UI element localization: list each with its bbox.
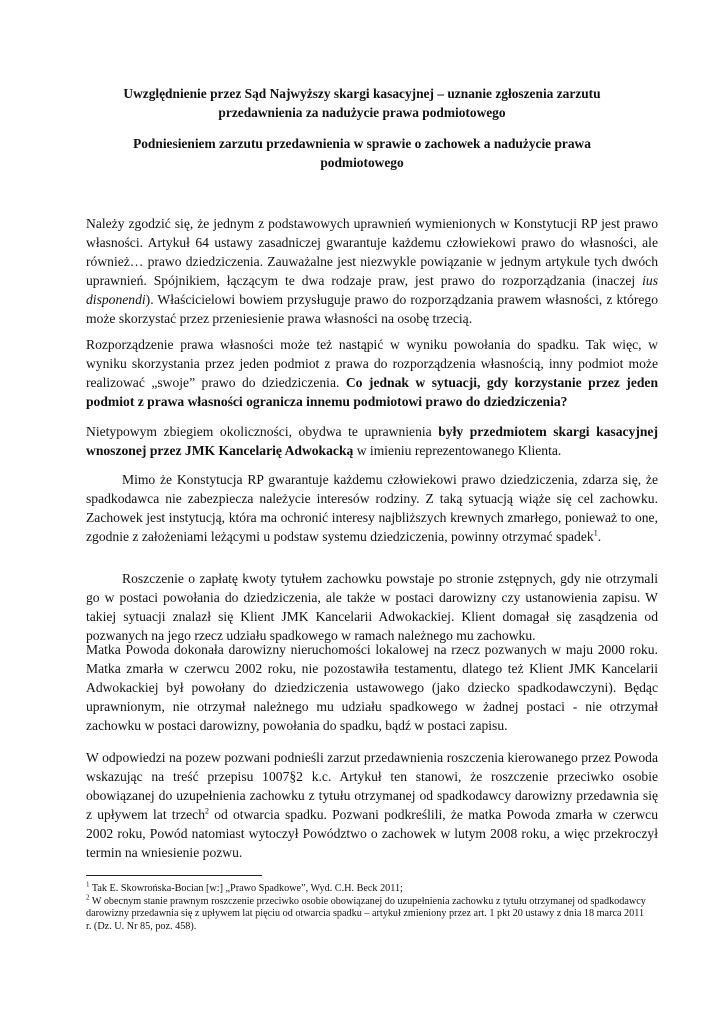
paragraph-7-text-a: W odpowiedzi na pozew pozwani podnieśli zarzut przedawnienia roszczenia kierowanego przez Powoda wskazując na treść przepisu 1007§2 k.c. Artykuł ten stanowi, że roszczenie przeciwko osobie obowiązanej do uzupełnienia zachowku z tytułu otrzymanej od spadkodawcy darowizny przedawnia się z upływem lat trzech bbox=[86, 750, 658, 822]
paragraph-1 bbox=[86, 214, 658, 328]
paragraph-2-bold: Co jednak w sytuacji, gdy korzystanie przez jeden podmiot z prawa własności ogranicza innemu podmiotowi prawo do dziedziczenia? bbox=[86, 375, 659, 409]
footnote-2 bbox=[86, 893, 646, 934]
paragraph-6: Matka Powoda dokonała darowizny nieruchomości lokalowej na rzecz pozwanych w maju 2000 roku. Matka zmarła w czerwcu 2002 roku, nie pozostawiła testamentu, dlatego też Klient JMK Kancelarii Adwokackiej był powołany do dziedziczenia ustawowego (jako dziecko spadkodawczyni). Będąc uprawnionym, nie otrzymał należnego mu udziału spadkowego w żadnej postaci - nie otrzymał zachowku w postaci darowizny, powołania do spadku, bądź w postaci zapisu. bbox=[86, 642, 658, 733]
subtitle: Podniesieniem zarzutu przedawnienia w sprawie o zachowek a nadużycie prawa podmiotowego bbox=[133, 136, 591, 170]
footnote-1-number: 1 bbox=[86, 880, 90, 889]
footnotes bbox=[86, 880, 646, 933]
footnote-ref-1[interactable]: 1 bbox=[593, 528, 598, 538]
paragraph-5-text: Roszczenie o zapłatę kwoty tytułem zachowku powstaje po stronie zstępnych, gdy nie otrzymali go w postaci powołania do dziedziczenia, ale także w postaci darowizny czy ustanowienia zapisu. W takiej sytuacji znalazł się Klient JMK Kancelarii Adwokackiej. Klient domagał się zasądzenia od pozwanych na jego rzecz udziału spadkowego w ramach należnego mu zachowku. bbox=[86, 571, 658, 643]
paragraph-4-end: . bbox=[597, 529, 602, 544]
footnote-2-number: 2 bbox=[86, 893, 90, 902]
paragraph-3-bold: były przedmiotem skargi kasacyjnej wnoszonej przez JMK Kancelarię Adwokacką bbox=[86, 424, 658, 458]
footnote-1-text: Tak E. Skowrońska-Bocian [w:] „Prawo Spadkowe”, Wyd. C.H. Beck 2011; bbox=[89, 883, 403, 894]
paragraph-3 bbox=[86, 422, 658, 460]
paragraph-4 bbox=[86, 470, 658, 546]
paragraph-1-text-a: Należy zgodzić się, że jednym z podstawowych uprawnień wymienionych w Konstytucji RP jest prawo własności. Artykuł 64 ustawy zasadniczej gwarantuje każdemu człowiekowi prawo do własności, ale również… prawo dziedziczenia. Zauważalne jest niezwykle powiązanie w jednym artykule tych dwóch uprawnień. Spójnikiem, łączącym te dwa rodzaje praw, jest prawo do rozporządzania (inaczej bbox=[86, 216, 658, 288]
paragraph-2-text: Rozporządzenie prawa własności może też nastąpić w wyniku powołania do spadku. Tak więc, w wyniku skorzystania przez jeden podmiot z prawa do rozporządzenia własnością, inny podmiot może realizować „swoje” prawo do dziedziczenia. bbox=[86, 337, 658, 390]
paragraph-1-text-b: ). Właścicielowi bowiem przysługuje prawo do rozporządzania prawem własności, z którego może skorzystać przez przeniesienie prawa własności na osobę trzecią. bbox=[86, 292, 658, 326]
paragraph-3-text-b: w imieniu reprezentowanego Klienta. bbox=[353, 443, 562, 458]
footnote-divider bbox=[86, 875, 262, 876]
paragraph-3-text-a: Nietypowym zbiegiem okoliczności, obydwa te uprawnienia bbox=[86, 424, 439, 439]
paragraph-1-italic: ius disponendi bbox=[86, 273, 658, 307]
main-title: Uwzględnienie przez Sąd Najwyższy skargi kasacyjnej – uznanie zgłoszenia zarzutu przedawnienia za nadużycie prawa podmiotowego bbox=[123, 86, 601, 120]
paragraph-7-text-b: od otwarcia spadku. Pozwani podkreślili, że matka Powoda zmarła w czerwcu 2002 roku, Powód natomiast wytoczył Powództwo o zachowek w lutym 2008 roku, a więc przekroczył termin na wniesienie pozwu. bbox=[86, 807, 658, 860]
footnote-2-text: W obecnym stanie prawnym roszczenie przeciwko osobie obowiązanej do uzupełnienia zachowku z tytułu otrzymanej od spadkodawcy darowizny przedawnia się z upływem lat pięciu od otwarcia spadku – artykuł zmieniony przez art. 1 pkt 20 ustawy z dnia 18 marca 2011 r. (Dz. U. Nr 85, poz. 458). bbox=[86, 895, 646, 932]
footnote-1 bbox=[86, 880, 646, 896]
paragraph-2 bbox=[86, 335, 658, 411]
footnote-ref-2[interactable]: 2 bbox=[205, 806, 210, 816]
paragraph-4-text: Mimo że Konstytucja RP gwarantuje każdemu człowiekowi prawo dziedziczenia, zdarza się, że spadkodawca nie zabezpiecza należycie interesów rodziny. Z taką sytuacją wiąże się cel zachowku. Zachowek jest instytucją, która ma ochronić interesy najbliższych krewnych zmarłego, ponieważ to one, zgodnie z założeniami leżącymi u podstaw systemu dziedziczenia, powinny otrzymać spadek bbox=[86, 472, 658, 544]
paragraph-7 bbox=[86, 748, 658, 862]
paragraph-5 bbox=[86, 569, 658, 645]
